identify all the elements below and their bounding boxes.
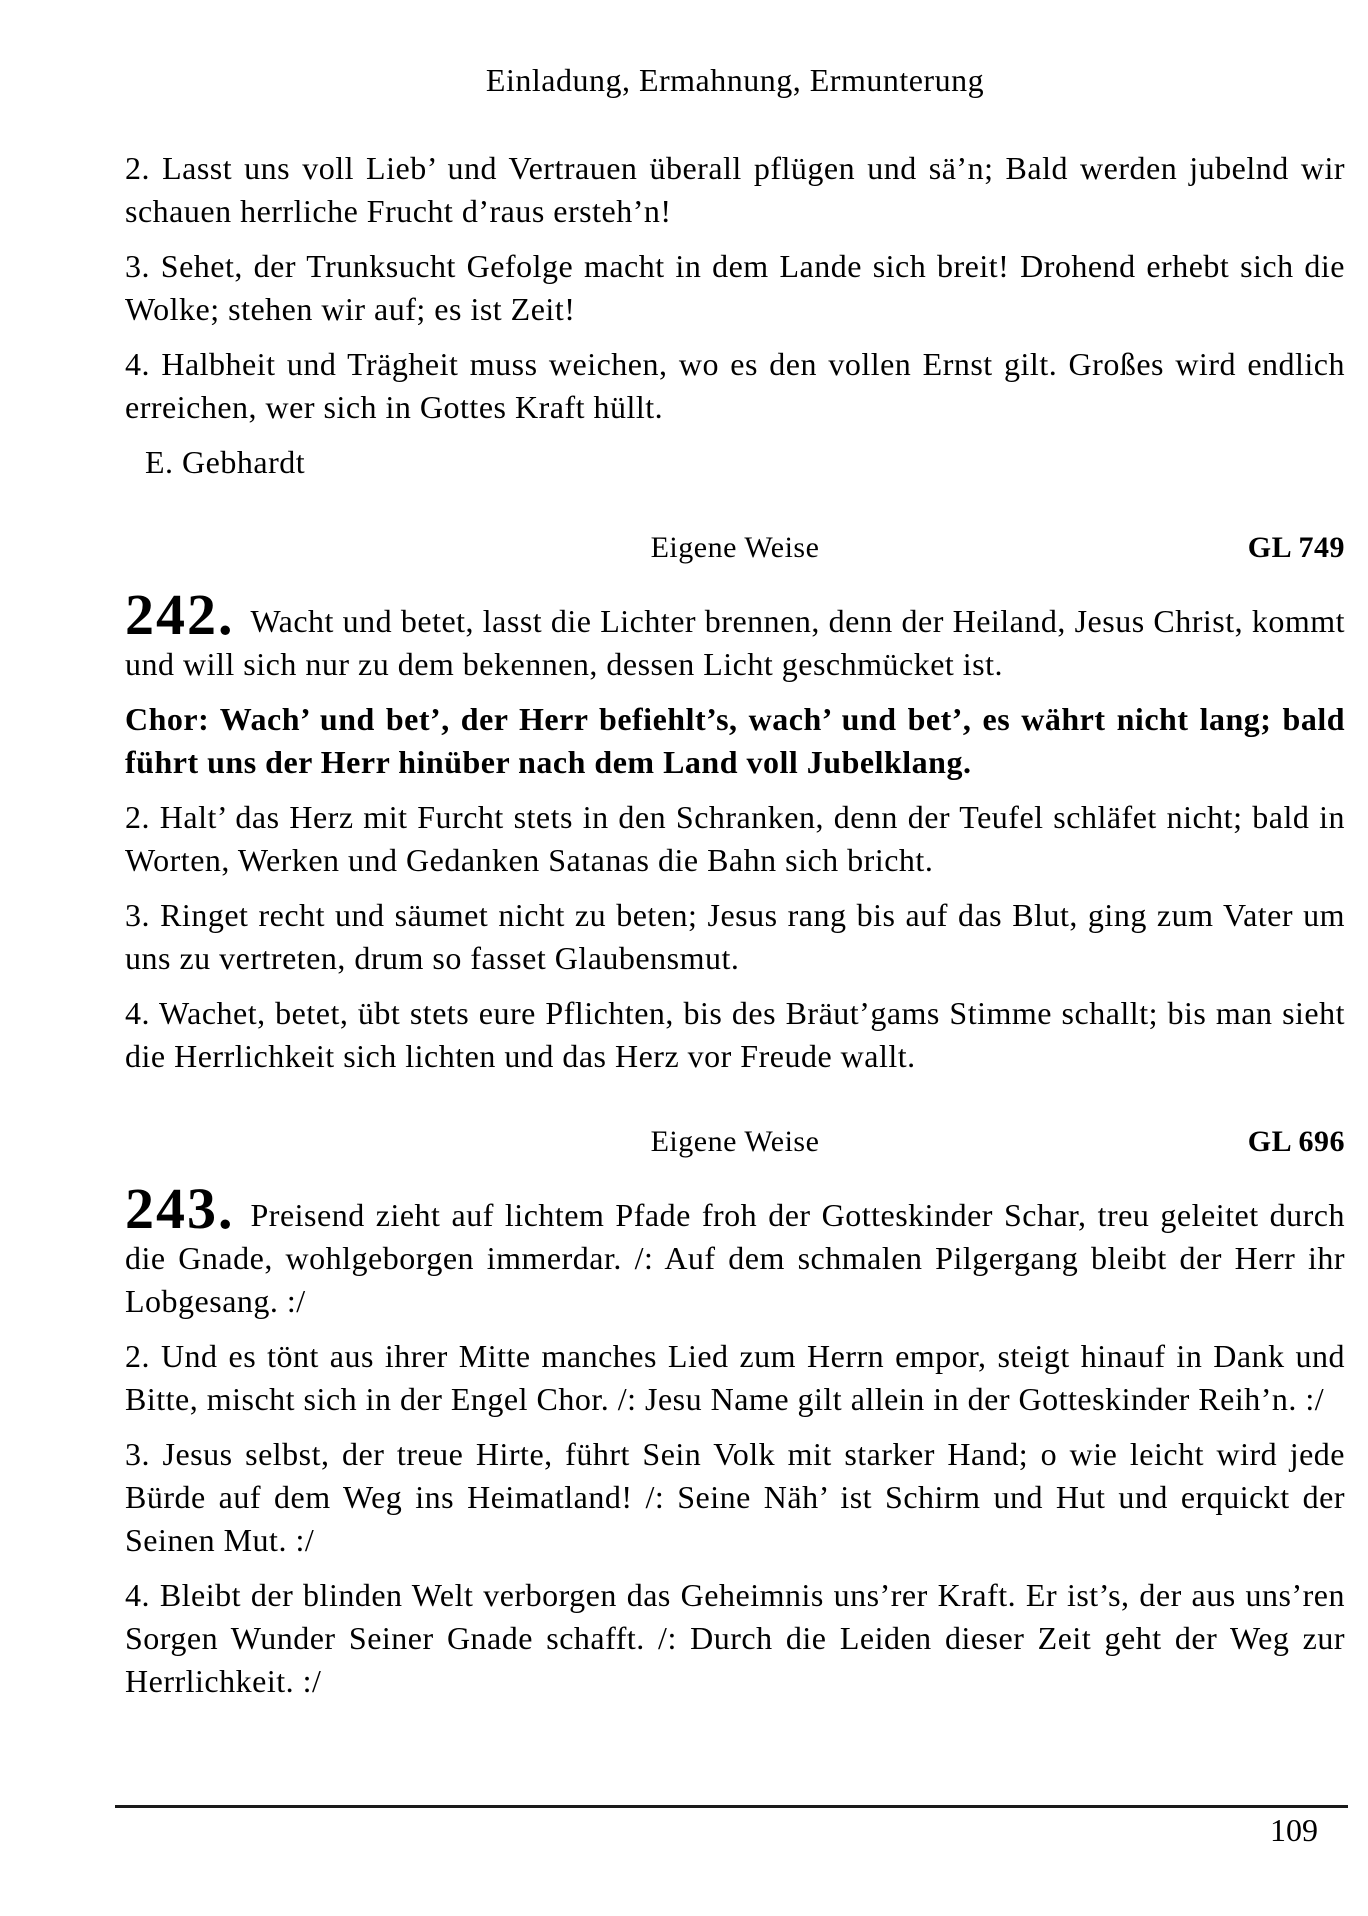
tune-line <box>125 530 1345 566</box>
hymn-verse: 4. Halbheit und Trägheit muss weichen, wo es den vollen Ernst gilt. Großes wird endlich erreichen, wer sich in Gottes Kraft hüllt. <box>125 346 1345 425</box>
songbook-ref: GL 696 <box>1247 1125 1345 1158</box>
hymn-verse: 3. Jesus selbst, der treue Hirte, führt Sein Volk mit starker Hand; o wie leicht wird jede Bürde auf dem Weg ins Heimatland! /: Seine Näh’ ist Schirm und Hut und erquickt der Seinen Mut. :/ <box>125 1436 1345 1558</box>
songbook-ref: GL 749 <box>1247 531 1345 564</box>
hymn-verse: 2. Halt’ das Herz mit Furcht stets in den Schranken, denn der Teufel schläfet nicht; bald in Worten, Werken und Gedanken Satanas die Bahn sich bricht. <box>125 799 1345 878</box>
hymn-verse: 3. Sehet, der Trunksucht Gefolge macht in dem Lande sich breit! Drohend erhebt sich die Wolke; stehen wir auf; es ist Zeit! <box>125 248 1345 327</box>
hymn-verse: 4. Wachet, betet, übt stets eure Pflichten, bis des Bräut’gams Stimme schallt; bis man sieht die Herrlichkeit sich lichten und das Herz vor Freude wallt. <box>125 995 1345 1074</box>
hymn-first-verse <box>125 1176 1345 1323</box>
page-content <box>125 0 1345 1715</box>
hymn-chorus: Chor: Wach’ und bet’, der Herr befiehlt’s, wach’ und bet’, es währt nicht lang; bald führt uns der Herr hinüber nach dem Land voll Jubelklang. <box>125 701 1345 780</box>
hymn-verse: 3. Ringet recht und säumet nicht zu beten; Jesus rang bis auf das Blut, ging zum Vater um uns zu vertreten, drum so fasset Glaubensmut. <box>125 897 1345 976</box>
hymn-verse: 4. Bleibt der blinden Welt verborgen das Geheimnis uns’rer Kraft. Er ist’s, der aus uns’ren Sorgen Wunder Seiner Gnade schafft. /: Durch die Leiden dieser Zeit geht der Weg zur Herrlichkeit. :/ <box>125 1577 1345 1699</box>
tune-name: Eigene Weise <box>650 531 820 564</box>
hymn-verse-text: Wacht und betet, lasst die Lichter brennen, denn der Heiland, Jesus Christ, kommt und will sich nur zu dem bekennen, dessen Licht geschmücket ist. <box>125 603 1345 682</box>
hymn-verse-text: Preisend zieht auf lichtem Pfade froh der Gotteskinder Schar, treu geleitet durch die Gnade, wohlgeborgen immerdar. /: Auf dem schmalen Pilgergang bleibt der Herr ihr Lobgesang. :/ <box>125 1197 1345 1319</box>
hymn-number: 243. <box>125 1176 235 1241</box>
page-number: 109 <box>1270 1812 1318 1848</box>
section-header: Einladung, Ermahnung, Ermunterung <box>485 62 985 98</box>
tune-name: Eigene Weise <box>650 1125 820 1158</box>
hymn-number: 242. <box>125 582 235 647</box>
footer-divider <box>115 1805 1348 1808</box>
hymn-verse: 2. Und es tönt aus ihrer Mitte manches Lied zum Herrn empor, steigt hinauf in Dank und Bitte, mischt sich in der Engel Chor. /: Jesu Name gilt allein in der Gotteskinder Reih’n. :/ <box>125 1338 1345 1417</box>
hymn-author: E. Gebhardt <box>145 444 306 480</box>
hymn-first-verse <box>125 582 1345 686</box>
tune-line <box>125 1124 1345 1160</box>
hymn-verse: 2. Lasst uns voll Lieb’ und Vertrauen überall pflügen und sä’n; Bald werden jubelnd wir schauen herrliche Frucht d’raus ersteh’n! <box>125 150 1345 229</box>
